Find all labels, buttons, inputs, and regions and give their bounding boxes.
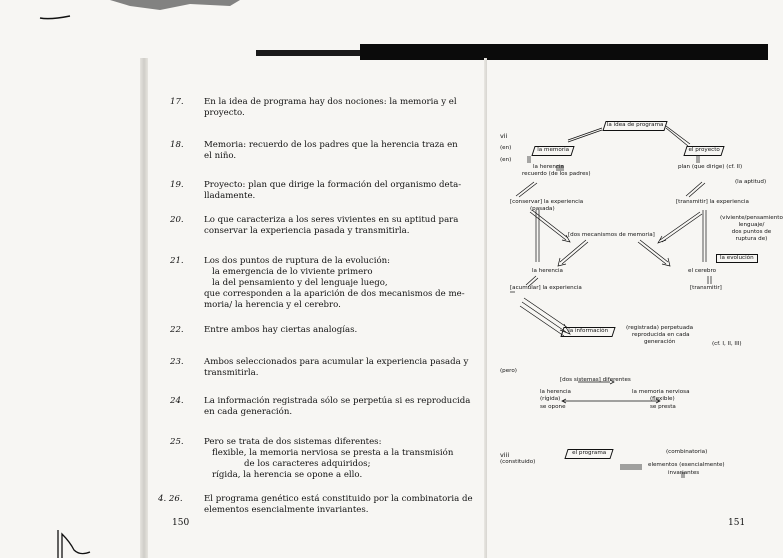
diagram-node: la idea de programa — [602, 121, 667, 131]
diagram-node: la evolución — [716, 254, 758, 263]
diagram-label: (registrada) perpetuada reproducida en cada generación — [626, 325, 694, 345]
scan-noise — [40, 0, 260, 40]
roman-numeral: viii — [500, 451, 510, 459]
diagram-label: (cf. I, II, III) — [712, 341, 742, 347]
page-number: 151 — [728, 518, 746, 528]
page-number: 150 — [172, 518, 190, 528]
diagram-lines — [490, 100, 768, 520]
diagram-label: el cerebro — [688, 268, 717, 274]
roman-numeral: vii — [500, 132, 508, 140]
diagram-node: la información — [560, 327, 615, 337]
handwritten-mark — [0, 520, 110, 558]
diagram-label: (flexible) — [650, 396, 675, 402]
scan-bar — [360, 44, 768, 60]
diagram-label: plan (que dirige) (cf. II) — [678, 164, 743, 170]
diagram-label: (pasada) — [530, 206, 555, 212]
diagram-label: (rígida) — [540, 396, 561, 402]
diagram-label: (en) — [500, 145, 512, 151]
diagram-label: [conservar] la experiencia — [510, 199, 584, 205]
diagram-label: [dos sistemas] diferentes — [560, 377, 631, 383]
diagram-label: recuerdo (de los padres) — [522, 171, 591, 177]
diagram-label: (en) — [500, 157, 512, 163]
diagram-node: el programa — [564, 449, 613, 459]
diagram-label: se presta — [650, 404, 676, 410]
diagram-label: la memoria nerviosa — [632, 389, 690, 395]
diagram-label: la herencia — [532, 268, 563, 274]
diagram-label: (pero) — [500, 368, 517, 374]
diagram-label: se opone — [540, 404, 566, 410]
diagram-label: la herencia — [540, 389, 571, 395]
diagram-node: la memoria — [531, 146, 574, 156]
scan-bar — [256, 50, 366, 56]
diagram-label: (constituido) — [500, 459, 536, 465]
diagram-label: [transmitir] — [690, 285, 722, 291]
diagram-label: la herencia — [533, 164, 564, 170]
diagram-label: invariantes — [668, 470, 700, 476]
book-gutter — [484, 58, 487, 558]
binding-shadow — [140, 58, 148, 558]
diagram-label: (la aptitud) — [735, 179, 767, 185]
diagram-label: elementos (esencialmente) — [648, 462, 725, 468]
diagram-label: [transmitir] la experiencia — [676, 199, 749, 205]
diagram-node: el proyecto — [683, 146, 724, 156]
diagram-label: [acumular] la experiencia — [510, 285, 582, 291]
diagram-label: (viviente/pensamiento lenguaje/ dos puntos de ruptura de) — [720, 215, 783, 242]
diagram-label: (combinatoria) — [666, 449, 708, 455]
diagram-label: [dos mecanismos de memoria] — [568, 232, 655, 238]
